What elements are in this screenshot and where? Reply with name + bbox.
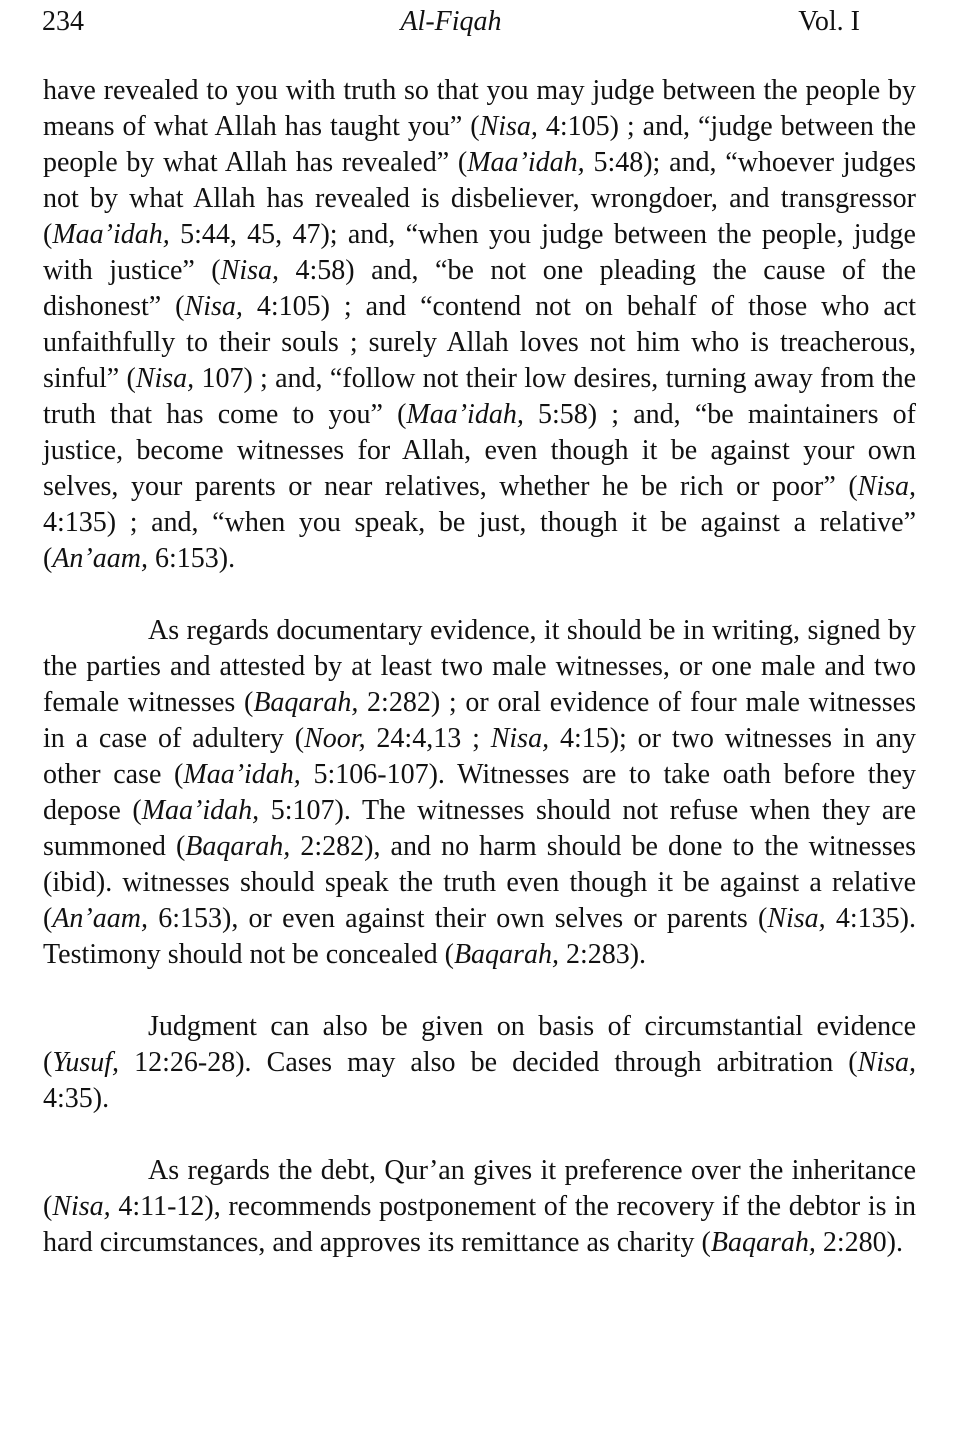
text-segment: 4:135). Testimony should not be concealed (: [43, 903, 917, 970]
text-segment: 24:4,13 ;: [365, 723, 491, 754]
paragraph-2: [43, 613, 916, 973]
text-segment: 5:58) ; and, “be maintainers of justice, become witnesses for Allah, even though it be against your own selves, your parents or near relatives, whether he be rich or poor” (: [43, 399, 916, 502]
text-segment: 2:282) ; or oral evidence of four male witnesses in a case of adultery (: [43, 687, 916, 754]
text-segment: As regards the debt, Qur’an gives it preference over the inheritance (: [43, 1155, 916, 1222]
text-segment: 5:107). The witnesses should not refuse when they are summoned (: [43, 795, 917, 862]
text-segment: have revealed to you with truth so that you may judge between the people by means of what Allah has taught you” (: [43, 75, 916, 142]
text-segment: 5:48); and, “whoever judges not by what Allah has revealed is disbeliever, wrongdoer, and transgressor (: [43, 147, 916, 250]
paragraph-4: [43, 1153, 916, 1261]
paragraph-3: [43, 1009, 916, 1117]
citation-source: An’aam,: [52, 543, 148, 574]
citation-source: Nisa,: [479, 111, 538, 142]
text-segment: 4:11-12), recommends postponement of the recovery if the debtor is in hard circumstances, and approves its remittance as charity (: [43, 1191, 916, 1258]
citation-source: Yusuf,: [52, 1047, 120, 1078]
text-segment: As regards documentary evidence, it should be in writing, signed by the parties and attested by at least two male witnesses, or one male and two female witnesses (: [43, 615, 916, 718]
citation-source: Nisa,: [184, 291, 243, 322]
citation-source: Nisa,: [857, 1047, 916, 1078]
citation-source: Baqarah,: [710, 1227, 816, 1258]
citation-source: Nisa,: [135, 363, 195, 394]
body-text: [43, 73, 916, 1261]
text-segment: 4:15); or two witnesses in any other case (: [43, 723, 916, 790]
text-segment: 4:135) ; and, “when you speak, be just, though it be against a relative” (: [43, 507, 916, 574]
page-number: 234: [42, 6, 84, 37]
citation-source: Nisa,: [767, 903, 826, 934]
text-segment: 2:283).: [558, 939, 647, 970]
citation-source: An’aam,: [52, 903, 148, 934]
citation-source: Maa’idah,: [467, 147, 585, 178]
text-segment: 5:44, 45, 47); and, “when you judge between the people, judge with justice” (: [43, 219, 916, 286]
citation-source: Baqarah,: [253, 687, 359, 718]
citation-source: Baqarah,: [453, 939, 559, 970]
citation-source: Nisa,: [220, 255, 279, 286]
citation-source: Nisa,: [857, 471, 916, 502]
citation-source: Nisa,: [52, 1191, 111, 1222]
text-segment: 12:26-28). Cases may also be decided through arbitration (: [119, 1047, 858, 1078]
citation-source: Baqarah,: [185, 831, 291, 862]
text-segment: 4:105) ; and, “judge between the people by what Allah has revealed” (: [43, 111, 916, 178]
text-segment: 4:105) ; and “contend not on behalf of those who act unfaithfully to their souls ; surely Allah loves not him who is treacherous, sinful” (: [43, 291, 916, 394]
text-segment: 2:280).: [815, 1227, 903, 1258]
paragraph-1: [43, 73, 916, 577]
citation-source: Maa’idah,: [406, 399, 524, 430]
citation-source: Maa’idah,: [52, 219, 170, 250]
text-segment: Judgment can also be given on basis of circumstantial evidence (: [43, 1011, 916, 1078]
text-segment: 2:282), and no harm should be done to the witnesses (ibid). witnesses should speak the truth even though it be against a relative (: [43, 831, 916, 934]
citation-source: Noor,: [304, 723, 366, 754]
text-segment: 107) ; and, “follow not their low desires, turning away from the truth that has come to you” (: [43, 363, 917, 430]
text-segment: 6:153), or even against their own selves or parents (: [147, 903, 768, 934]
text-segment: 5:106-107). Witnesses are to take oath before they depose (: [43, 759, 916, 826]
text-segment: 4:35).: [43, 1083, 110, 1114]
citation-source: Maa’idah,: [141, 795, 260, 826]
page-header: [42, 2, 860, 42]
citation-source: Nisa,: [490, 723, 550, 754]
running-title: Al-Fiqah: [400, 6, 502, 37]
text-segment: 6:153).: [147, 543, 236, 574]
text-segment: 4:58) and, “be not one pleading the cause of the dishonest” (: [43, 255, 916, 322]
volume-label: Vol. I: [798, 6, 860, 37]
citation-source: Maa’idah,: [183, 759, 301, 790]
